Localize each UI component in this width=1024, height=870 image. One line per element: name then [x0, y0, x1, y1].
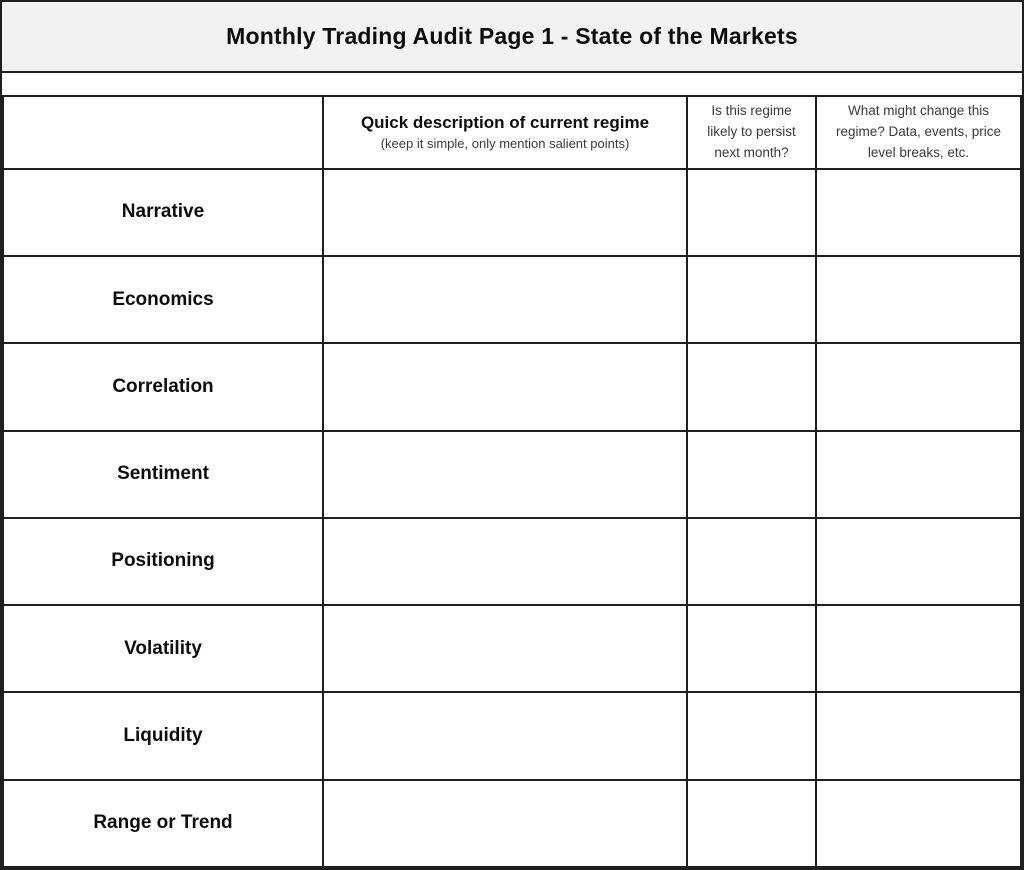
row-label-range-or-trend: Range or Trend [3, 780, 323, 867]
change-cell [816, 605, 1021, 692]
description-cell [323, 780, 687, 867]
page-title: Monthly Trading Audit Page 1 - State of the Markets [226, 23, 798, 49]
persist-cell [687, 605, 816, 692]
table-row [3, 780, 1021, 867]
column-header-description-main: Quick description of current regime [360, 113, 650, 133]
change-cell [816, 518, 1021, 605]
persist-cell [687, 169, 816, 256]
row-label-volatility: Volatility [3, 605, 323, 692]
audit-table [2, 95, 1022, 868]
description-cell [323, 518, 687, 605]
table-row [3, 692, 1021, 779]
change-cell [816, 169, 1021, 256]
change-cell [816, 343, 1021, 430]
table-row [3, 431, 1021, 518]
table-row [3, 605, 1021, 692]
row-label-narrative: Narrative [3, 169, 323, 256]
description-cell [323, 431, 687, 518]
title-bar [2, 2, 1022, 73]
description-cell [323, 343, 687, 430]
change-cell [816, 256, 1021, 343]
persist-cell [687, 518, 816, 605]
persist-cell [687, 256, 816, 343]
title-table-gap [2, 73, 1022, 95]
blank-corner-cell [3, 96, 323, 169]
persist-cell [687, 431, 816, 518]
column-header-description-sub: (keep it simple, only mention salient points) [380, 135, 630, 151]
table-row [3, 518, 1021, 605]
column-header-persist: Is this regime likely to persist next month? [687, 96, 816, 169]
description-cell [323, 169, 687, 256]
row-label-liquidity: Liquidity [3, 692, 323, 779]
table-row [3, 343, 1021, 430]
table-row [3, 256, 1021, 343]
change-cell [816, 692, 1021, 779]
description-cell [323, 256, 687, 343]
persist-cell [687, 780, 816, 867]
description-cell [323, 605, 687, 692]
change-cell [816, 431, 1021, 518]
persist-cell [687, 692, 816, 779]
row-label-positioning: Positioning [3, 518, 323, 605]
column-header-description [323, 96, 687, 169]
table-row [3, 169, 1021, 256]
column-header-change: What might change this regime? Data, events, price level breaks, etc. [816, 96, 1021, 169]
row-label-sentiment: Sentiment [3, 431, 323, 518]
change-cell [816, 780, 1021, 867]
header-row [3, 96, 1021, 169]
description-cell [323, 692, 687, 779]
row-label-economics: Economics [3, 256, 323, 343]
row-label-correlation: Correlation [3, 343, 323, 430]
persist-cell [687, 343, 816, 430]
